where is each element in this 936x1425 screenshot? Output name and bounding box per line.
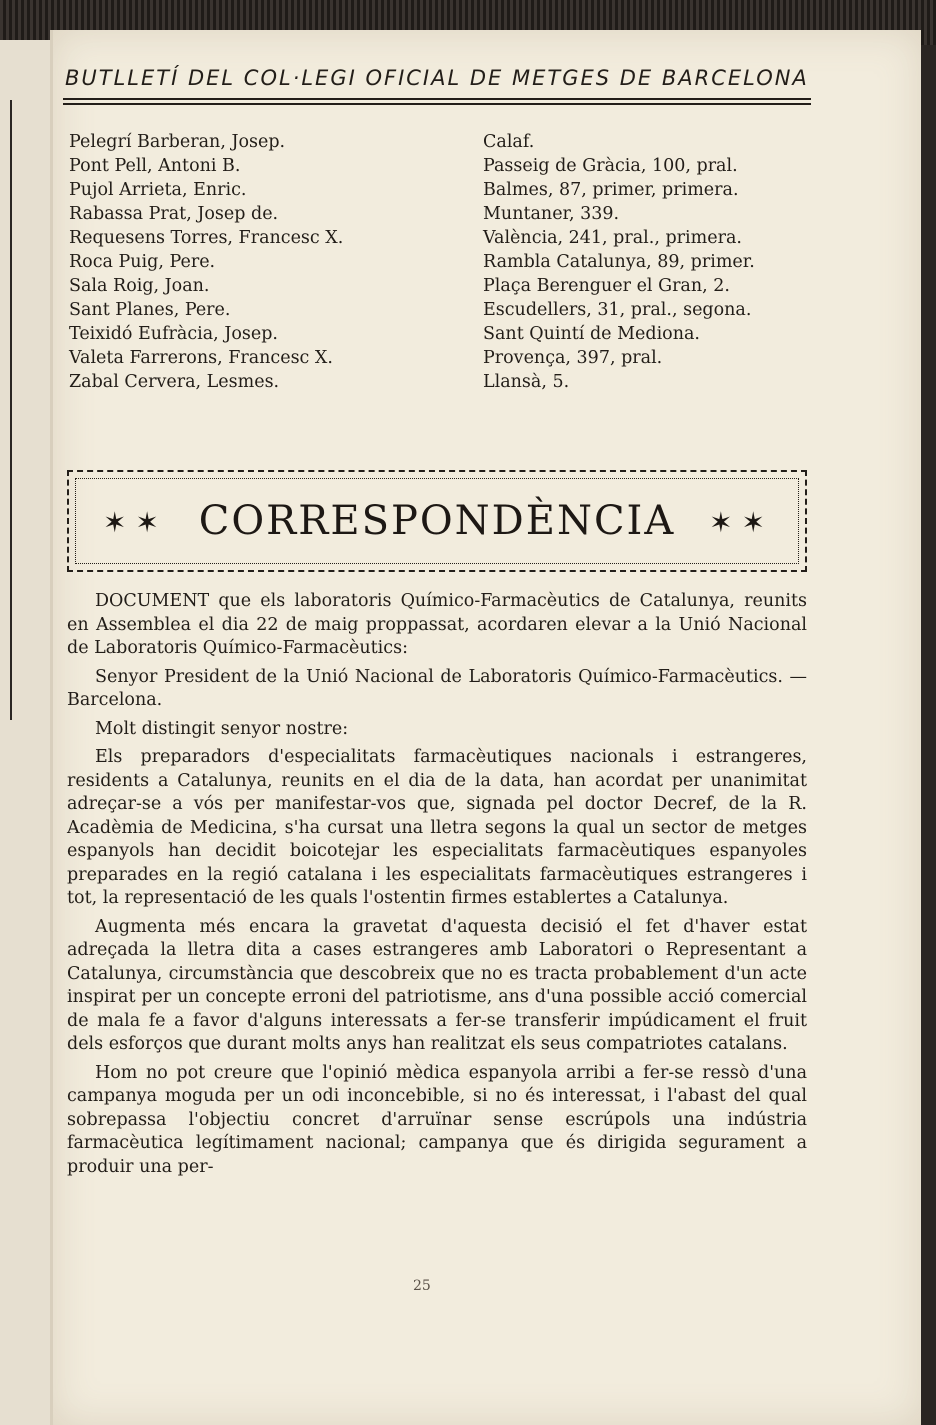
- paragraph: Els preparadors d'especialitats farmacèutiques nacionals i estrangeres, residents a Catalunya, reunits en el dia de la data, han acordat per unanimitat adreçar-se a vós per manifestar-vos que, signada pel doctor Decref, de la R. Acadèmia de Medicina, s'ha cursat una lletra segons la qual un sector de metges espanyols han decidit boicotejar les especialitats farmacèutiques espanyoles preparades en la regió catalana i les especialitats farmacèutiques estrangeres i tot, la representació de les quals l'ostentin firmes establertes a Catalunya.: [67, 747, 807, 908]
- member-address: Rambla Catalunya, 89, primer.: [483, 252, 755, 272]
- page-number: 25: [413, 1278, 431, 1294]
- member-name: Sala Roig, Joan.: [69, 276, 210, 296]
- paragraph: DOCUMENT que els laboratoris Químico-Farmacèutics de Catalunya, reunits en Assemblea el dia 22 de maig proppassat, acordaren elevar a la Unió Nacional de Laboratoris Químico-Farmacèutics:: [67, 591, 807, 658]
- member-address: Calaf.: [483, 132, 535, 152]
- adjacent-page-edge: [0, 40, 50, 1425]
- star-ornament-icon: ✶ ✶: [103, 506, 159, 539]
- member-addresses-column: [483, 130, 823, 394]
- member-name: Pujol Arrieta, Enric.: [69, 180, 247, 200]
- member-name: Pelegrí Barberan, Josep.: [69, 132, 286, 152]
- member-address: Passeig de Gràcia, 100, pral.: [483, 156, 738, 176]
- running-header: BUTLLETÍ DEL COL·LEGI OFICIAL DE METGES DE BARCELONA: [65, 66, 809, 90]
- member-name: Rabassa Prat, Josep de.: [69, 204, 279, 224]
- member-address: Plaça Berenguer el Gran, 2.: [483, 276, 730, 296]
- section-title-frame: [67, 470, 807, 572]
- member-name: Roca Puig, Pere.: [69, 252, 216, 272]
- member-address: Escudellers, 31, pral., segona.: [483, 300, 752, 320]
- member-name: Teixidó Eufràcia, Josep.: [69, 324, 278, 344]
- member-name: Requesens Torres, Francesc X.: [69, 228, 344, 248]
- adjacent-page-rule: [10, 100, 12, 720]
- star-ornament-icon: ✶ ✶: [709, 506, 765, 539]
- member-name: Sant Planes, Pere.: [69, 300, 231, 320]
- member-address: Balmes, 87, primer, primera.: [483, 180, 739, 200]
- paragraph: Hom no pot creure que l'opinió mèdica espanyola arribi a fer-se ressò d'una campanya moguda per un odi inconcebible, si no és interessat, i l'abast del qual sobrepassa l'objectiu concret d'arruïnar sense escrúpols una indústria farmacèutica legítimament nacional; campanya que és dirigida segurament a produir una per-: [67, 1062, 807, 1177]
- member-address: València, 241, pral., primera.: [483, 228, 742, 248]
- header-rule: [63, 98, 811, 100]
- paragraph: Senyor President de la Unió Nacional de Laboratoris Químico-Farmacèutics. —Barcelona.: [67, 666, 807, 710]
- member-address: Muntaner, 339.: [483, 204, 620, 224]
- header-rule: [63, 103, 811, 105]
- member-address: Sant Quintí de Mediona.: [483, 324, 700, 344]
- member-name: Zabal Cervera, Lesmes.: [69, 372, 280, 392]
- letter-body: [67, 590, 807, 1184]
- journal-page: [50, 30, 921, 1425]
- paragraph: Molt distingit senyor nostre:: [95, 718, 349, 739]
- section-title: CORRESPONDÈNCIA: [198, 498, 676, 544]
- member-name: Pont Pell, Antoni B.: [69, 156, 241, 176]
- paragraph: Augmenta més encara la gravetat d'aquesta decisió el fet d'haver estat adreçada la lletra dita a cases estrangeres amb Laboratori o Representant a Catalunya, circumstància que descobreix que no es tracta probablement d'un acte inspirat per un concepte erroni del patriotisme, ans d'una possible acció comercial de mala fe a favor d'alguns interessats a fer-se transferir impúdicament el fruit dels esforços que durant molts anys han realitzat els seus compatriotes catalans.: [67, 916, 807, 1054]
- member-address: Llansà, 5.: [483, 372, 570, 392]
- member-address: Provença, 397, pral.: [483, 348, 663, 368]
- member-name: Valeta Farrerons, Francesc X.: [69, 348, 333, 368]
- member-names-column: [69, 130, 469, 394]
